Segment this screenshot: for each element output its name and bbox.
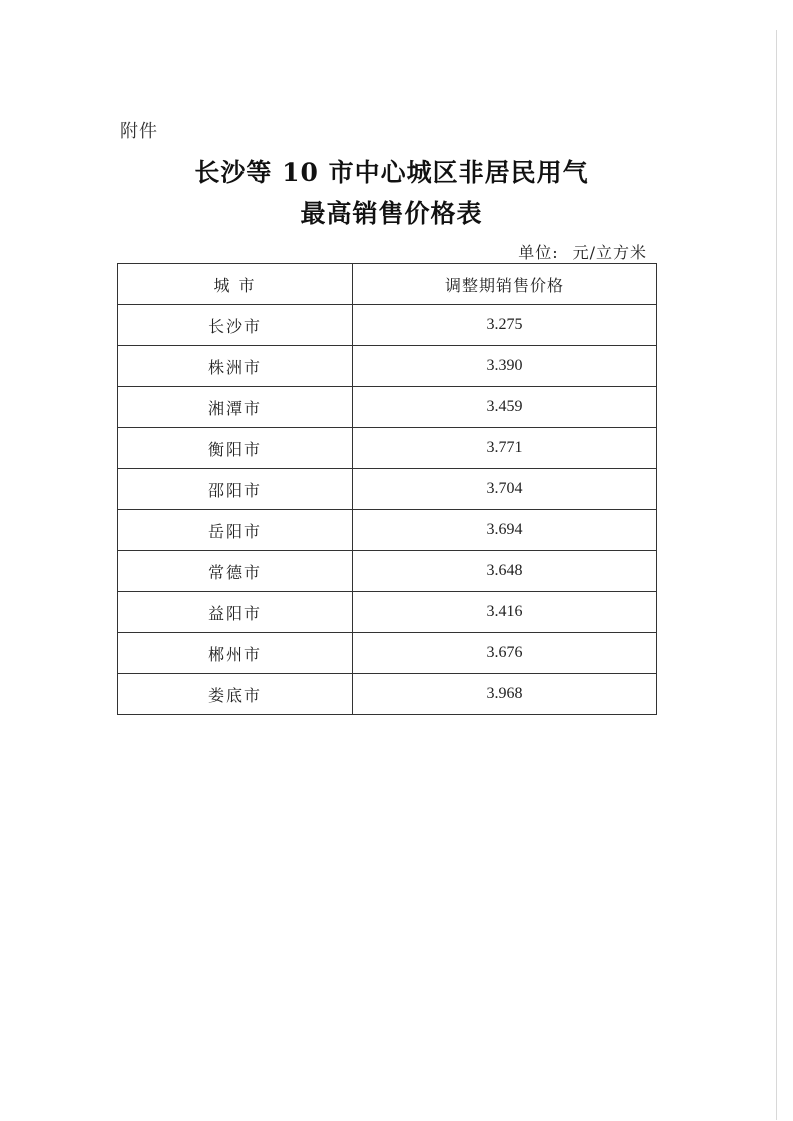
price-cell: 3.771 bbox=[353, 428, 657, 469]
column-header-city: 城 市 bbox=[118, 264, 353, 305]
price-cell: 3.390 bbox=[353, 346, 657, 387]
city-cell: 常德市 bbox=[118, 551, 353, 592]
price-cell: 3.648 bbox=[353, 551, 657, 592]
table-row bbox=[118, 428, 657, 469]
city-cell: 株洲市 bbox=[118, 346, 353, 387]
city-cell: 邵阳市 bbox=[118, 469, 353, 510]
city-cell: 益阳市 bbox=[118, 592, 353, 633]
table-row bbox=[118, 346, 657, 387]
table-row bbox=[118, 592, 657, 633]
city-cell: 长沙市 bbox=[118, 305, 353, 346]
table-row bbox=[118, 469, 657, 510]
table-row bbox=[118, 387, 657, 428]
unit-value: 元/立方米 bbox=[572, 243, 647, 262]
attachment-label: 附件 bbox=[120, 121, 158, 142]
city-cell: 娄底市 bbox=[118, 674, 353, 715]
price-table bbox=[117, 263, 657, 715]
price-cell: 3.275 bbox=[353, 305, 657, 346]
price-cell: 3.704 bbox=[353, 469, 657, 510]
price-cell: 3.459 bbox=[353, 387, 657, 428]
city-cell: 岳阳市 bbox=[118, 510, 353, 551]
unit-note bbox=[518, 240, 647, 263]
document-title-line2: 最高销售价格表 bbox=[300, 199, 483, 228]
column-header-price: 调整期销售价格 bbox=[353, 264, 657, 305]
table-row bbox=[118, 510, 657, 551]
city-cell: 湘潭市 bbox=[118, 387, 353, 428]
table-row bbox=[118, 305, 657, 346]
unit-label: 单位: bbox=[518, 243, 559, 262]
price-cell: 3.676 bbox=[353, 633, 657, 674]
city-cell: 郴州市 bbox=[118, 633, 353, 674]
city-cell: 衡阳市 bbox=[118, 428, 353, 469]
table-row bbox=[118, 633, 657, 674]
price-cell: 3.416 bbox=[353, 592, 657, 633]
price-cell: 3.694 bbox=[353, 510, 657, 551]
table-row bbox=[118, 551, 657, 592]
table-header-row bbox=[118, 264, 657, 305]
table-row bbox=[118, 674, 657, 715]
price-cell: 3.968 bbox=[353, 674, 657, 715]
document-title-line1: 长沙等 10 市中心城区非居民用气 bbox=[194, 158, 589, 187]
